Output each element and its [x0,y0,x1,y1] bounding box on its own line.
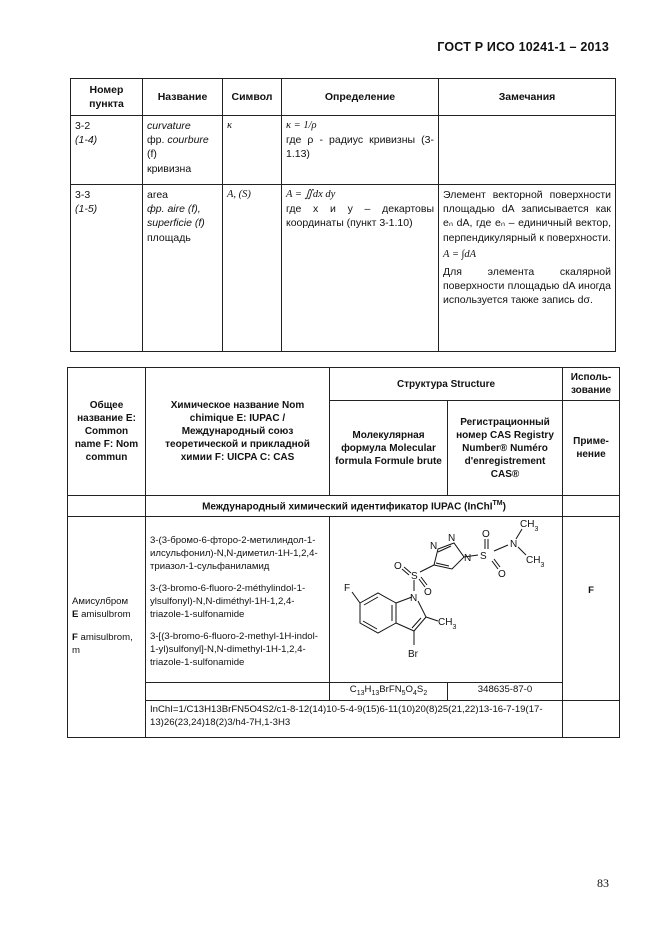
term-en: curvature [147,120,191,132]
label-s-top: S [480,551,487,563]
item-number-cell [71,116,143,185]
item-number: 3-3 [75,189,91,201]
label-o3: O [394,561,402,573]
structure-header: Структура Structure [330,368,563,401]
document-header: ГОСТ Р ИСО 10241-1 – 2013 [437,40,609,54]
item-ref: (1-5) [75,203,98,216]
label-ch3-right: $CH_3$ [526,555,545,569]
bond-n-ch3 [518,547,526,555]
structure-cell [330,517,563,683]
bond-f [352,592,360,603]
label-n-tri1: N [464,553,472,565]
chem-name-cas: 3-[(3-bromo-6-fluoro-2-methyl-1H-indol-1-yl)sulfonyl]-N,N-dimethyl-1H-1,2,4-triazole-1-sulfonamide [150,630,318,668]
label-o1: O [482,529,490,541]
name-e: amisulbrom [81,609,131,621]
symbol-cell: κ [223,116,282,185]
term-fr [147,133,218,147]
item-number-cell [71,185,143,352]
usage-header: Исполь-зование [563,368,620,401]
inchi-header-row [68,496,620,517]
bond-ch3 [426,617,438,621]
chem-name-ru: 3-(3-бромо-6-фторо-2-метилиндол-1-илсульфонил)-N,N-диметил-1H-1,2,4-триазол-1-сульфаниламид [150,535,318,573]
lang-label-f: F [72,631,78,643]
table-row [68,517,620,683]
label-s-mid: S [411,571,418,583]
bond [396,623,414,631]
double-bond [363,621,377,629]
common-name-f [72,632,141,658]
page-number: 83 [597,876,609,890]
table-row [71,116,616,185]
col-definition-header: Определение [282,79,439,116]
term-fr-gender: (f) [147,148,157,161]
common-name-ru: Амисулбром [72,596,129,608]
common-name-e [72,609,141,622]
chemical-name-header: Химическое название Nom chimique E: IUPAC / Международный союз теоретической и прикладной химии F: UICPA C: CAS [146,368,330,496]
label-br: Br [408,649,418,661]
benzene-ring [360,593,396,633]
inchi-header: Международный химический идентификатор IUPAC (InChI™) [146,496,563,517]
chemical-table [67,367,620,738]
chemical-names-cell [146,517,330,683]
label-o2: O [498,569,506,581]
usage-cell [563,517,620,700]
table-row [71,185,616,352]
molecular-formula-header: Молекулярная формула Molecular formula Formule brute [330,401,448,496]
terms-table [70,78,616,352]
note-formula: A = ∫dA [443,248,477,260]
cas-number-header: Регистрационный номер CAS Registry Number® Numéro d'enregistrement CAS® [448,401,563,496]
bond-s-n [494,545,508,551]
chem-names-continuation [146,683,330,700]
term-en: area [147,189,169,201]
item-ref: (1-4) [75,134,98,147]
notes-cell [439,185,616,352]
usage-value: F [588,585,594,597]
term-ru: площадь [147,231,191,244]
definition-text: где ρ - радиус кривизны (3-1.13) [286,134,434,161]
label-n-amide: N [510,539,518,551]
common-name-header: Общее название E: Common name F: Nom commun [68,368,146,496]
empty-cell [563,700,620,737]
label-n-tri3: N [430,541,438,553]
label-ch3-top: $CH_3$ [520,519,539,533]
empty-cell [563,496,620,517]
term-fr: фр. aire (f), [147,203,201,216]
double-bond [412,618,421,628]
definition-cell [282,185,439,352]
bond-s-c [420,565,434,572]
fr-term: courbure [167,134,209,147]
lang-label-e: E [72,609,79,621]
col-symbol-header: Символ [223,79,282,116]
molecular-formula-cell [330,683,448,700]
fr-prefix: фр. [147,134,165,147]
bond-s-o [494,559,500,567]
definition-cell [282,116,439,185]
symbol-cell: A, (S) [223,185,282,352]
col-notes-header: Замечания [439,79,616,116]
note-text-2: Для элемента скалярной поверхности площадью dA иногда используется также запись dσ. [443,265,611,307]
term-fr-2: superficie (f) [147,217,205,230]
terms-header-row [71,79,616,116]
definition-formula: κ = 1/ρ [286,120,317,131]
label-n-ind: N [410,593,418,605]
chem-header-row-1 [68,368,620,401]
term-name-cell [143,116,223,185]
notes-cell [439,116,616,185]
inchi-row [68,700,620,737]
bond-n-ch3 [516,529,522,539]
bond-s-o [492,561,498,569]
bond-s-o [419,579,425,587]
item-number: 3-2 [75,120,91,132]
col-number-header: Номер пункта [71,79,143,116]
term-name-cell [143,185,223,352]
term-ru: кривизна [147,162,192,175]
chem-name-fr: 3-(3-bromo-6-fluoro-2-méthylindol-1-ylsulfonyl)-N,N-diméthyl-1H-1,2,4-triazole-1-sulfonamide [150,583,306,621]
double-bond [364,597,378,605]
name-f: amisulbrom, m [72,631,133,656]
col-name-header: Название [143,79,223,116]
definition-text: где x и y – декартовы координаты (пункт 3-1.10) [286,203,434,230]
empty-cell [68,496,146,517]
label-n-tri2: N [448,533,456,545]
label-ch3-ind: $CH_3$ [438,617,457,631]
molecular-formula: $C_{13}H_{13}BrFN_5O_4S_2$ [349,684,428,698]
bond [418,601,426,617]
cas-number-cell: 348635-87-0 [448,683,563,700]
formula-row [68,683,620,700]
bond-s-o [421,577,427,585]
label-o4: O [424,587,432,599]
definition-formula: A = ∬dx dy [286,189,336,200]
note-text-1: Элемент векторной поверхности площадью dA записывается как eₙ dA, где eₙ – единичный вектор, перпендикулярный к поверхности. [443,189,611,244]
common-name-cell [68,517,146,737]
application-header: Приме-нение [563,401,620,496]
inchi-cell: InChI=1/C13H13BrFN5O4S2/c1-8-12(14)10-5-4-9(15)6-11(10)20(8)25(21,22)13-16-7-19(17-13)26(23,24)18(2)3/h4-7H,1-3H3 [146,700,563,737]
structure-diagram [330,517,562,677]
label-f: F [344,583,351,595]
